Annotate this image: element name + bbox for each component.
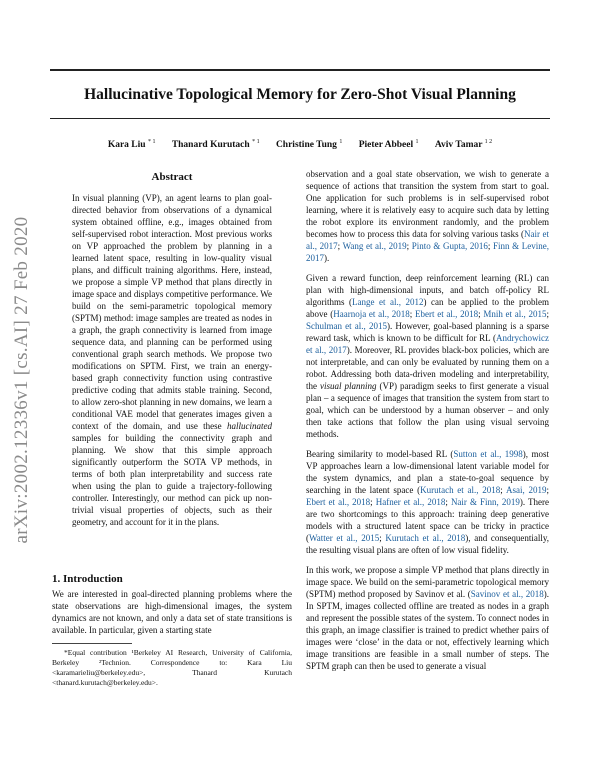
citation-link[interactable]: Andrychowicz et al., 2017: [306, 333, 549, 355]
author: Kara Liu $^{* 1}$: [107, 139, 156, 151]
abstract-body: In visual planning (VP), an agent learns to plan goal-directed behavior from observations of a dynamical system obtained offline, e.g., images obtained from self-supervised robot interaction. Most previous works on VP approached the problem by planning in a learned latent space, resulting in low-quality visual plans, and difficult training algorithms. Here, instead, we propose a simple VP method that plans directly in image space and displays competitive performance. We build on the semi-parametric topological memory (SPTM) method: image samples are treated as nodes in a graph, the graph connectivity is learned from image sequence data, and planning can be performed using conventional graph search methods. We propose two modifications on SPTM. First, we train an energy-based graph connectivity function using contrastive predictive coding that admits stable training. Second, to allow zero-shot planning in new domains, we learn a conditional VAE model that generates images given a context of the domain, and use these hallucinated samples for building the connectivity graph and planning. We show that this simple approach significantly outperform the SOTA VP methods, in terms of both plan interpretability and success rate when using the plan to guide a trajectory-following controller. Interestingly, our method can pick up non-trivial visual properties of objects, such as their geometry, and account for it in the plans.: [72, 193, 272, 527]
paragraph: Given a reward function, deep reinforcement learning (RL) can plan with high-dimensional inputs, and batch off-policy RL algorithms (Lange et al., 2012) can be applied to the problem above (Haarnoja et al., 2018; Ebert et al., 2018; Mnih et al., 2015; Schulman et al., 2015). However, goal-based planning is a sparse reward task, which is known to be difficult for RL (Andrychowicz et al., 2017). Moreover, RL provides black-box policies, which are not interpretable, and can only be evaluated by running them on a robot. Addressing both data-driven modeling and interpretability, the visual planning (VP) paradigm seeks to first generate a visual plan – a sequence of images that transition the system from start to goal, which can be understood by a human observer – and only then take actions that follow the plan using visual servoing methods.: [306, 273, 550, 439]
citation-link[interactable]: Lange et al., 2012: [352, 297, 424, 307]
paragraph: observation and a goal state observation, we wish to generate a sequence of actions that transition the system from start to goal. One application for such problems is in self-supervised robot learning, where it is relatively easy to acquire such data by letting the robot explore its environment randomly, and the problem becomes how to process this data for solving various tasks (Nair et al., 2017; Wang et al., 2019; Pinto & Gupta, 2016; Finn & Levine, 2017).: [306, 169, 549, 263]
footnote: *Equal contribution ¹Berkeley AI Research, University of California, Berkeley ²Technion. Correspondence to: Kara Liu <karamarieliu@berkeley.edu>, Thanard Kurutach <thanard.kurutach@berkeley.edu>.: [52, 648, 292, 687]
author: Aviv Tamar $^{1 2}$: [434, 139, 493, 151]
citation-link[interactable]: Kurutach et al., 2018: [385, 533, 466, 543]
citation-link[interactable]: Pinto & Gupta, 2016: [411, 241, 488, 251]
citation-link[interactable]: Ebert et al., 2018: [306, 497, 371, 507]
arxiv-identifier: arXiv:2002.12336v1 [cs.AI] 27 Feb 2020: [11, 216, 32, 544]
abstract-heading: Abstract: [151, 171, 193, 183]
citation-link[interactable]: Schulman et al., 2015: [306, 321, 387, 331]
paragraph: In this work, we propose a simple VP method that plans directly in image space. We build on the semi-parametric topological memory (SPTM) method proposed by Savinov et al. (Savinov et al., 2018). In SPTM, images collected offline are treated as nodes in a graph and represent the possible states of the system. To connect nodes in this graph, an image classifier is trained to predict whether pairs of images were ‘close’ in the data or not, effectively learning which image transitions are feasible in a small number of steps. The SPTM graph can then be used to generate a visual: [306, 565, 549, 671]
citation-link[interactable]: Nair & Finn, 2019: [450, 497, 520, 507]
citation-link[interactable]: Kurutach et al., 2018: [420, 485, 501, 495]
introduction-paragraph: We are interested in goal-directed planning problems where the state observations are high-dimensional images, the system dynamics are not known, and only a data set of state transitions is available. In particular, given a starting state: [52, 589, 292, 635]
arxiv-sidebar-stamp: [2, 180, 42, 580]
author-list: [50, 139, 550, 150]
citation-link[interactable]: Ebert et al., 2018: [415, 309, 479, 319]
author: Christine Tung $^1$: [275, 139, 343, 151]
citation-link[interactable]: Watter et al., 2015: [309, 533, 380, 543]
citation-link[interactable]: Haarnoja et al., 2018: [333, 309, 410, 319]
author: Thanard Kurutach $^{* 1}$: [171, 139, 260, 151]
paragraph: Bearing similarity to model-based RL (Sutton et al., 1998), most VP approaches learn a low-dimensional latent variable model for the system dynamics, and plan a state-to-goal sequence by searching in the latent space (Kurutach et al., 2018; Asai, 2019; Ebert et al., 2018; Hafner et al., 2018; Nair & Finn, 2019). There are two shortcomings to this approach: training deep generative models with a structured latent space can be tricky in practice (Watter et al., 2015; Kurutach et al., 2018), and consequentially, the resulting visual plans are often of low visual fidelity.: [306, 449, 550, 555]
citation-link[interactable]: Asai, 2019: [505, 485, 547, 495]
citation-link[interactable]: Sutton et al., 1998: [453, 449, 523, 459]
right-column: [306, 168, 549, 680]
title-bottom-rule: [50, 118, 550, 119]
citation-link[interactable]: Nair et al., 2017: [306, 229, 549, 251]
left-column: [52, 168, 292, 528]
author: Pieter Abbeel $^1$: [358, 139, 419, 151]
citation-link[interactable]: Finn & Levine, 2017: [306, 241, 549, 263]
footnote-rule: [52, 643, 132, 644]
section-heading-introduction: 1. Introduction: [52, 573, 123, 585]
citation-link[interactable]: Wang et al., 2019: [342, 241, 407, 251]
citation-link[interactable]: Savinov et al., 2018: [470, 589, 544, 599]
title-top-rule: [50, 69, 550, 71]
citation-link[interactable]: Hafner et al., 2018: [375, 497, 446, 507]
paper-title: Hallucinative Topological Memory for Zero-Shot Visual Planning: [84, 86, 516, 103]
citation-link[interactable]: Mnih et al., 2015: [483, 309, 547, 319]
